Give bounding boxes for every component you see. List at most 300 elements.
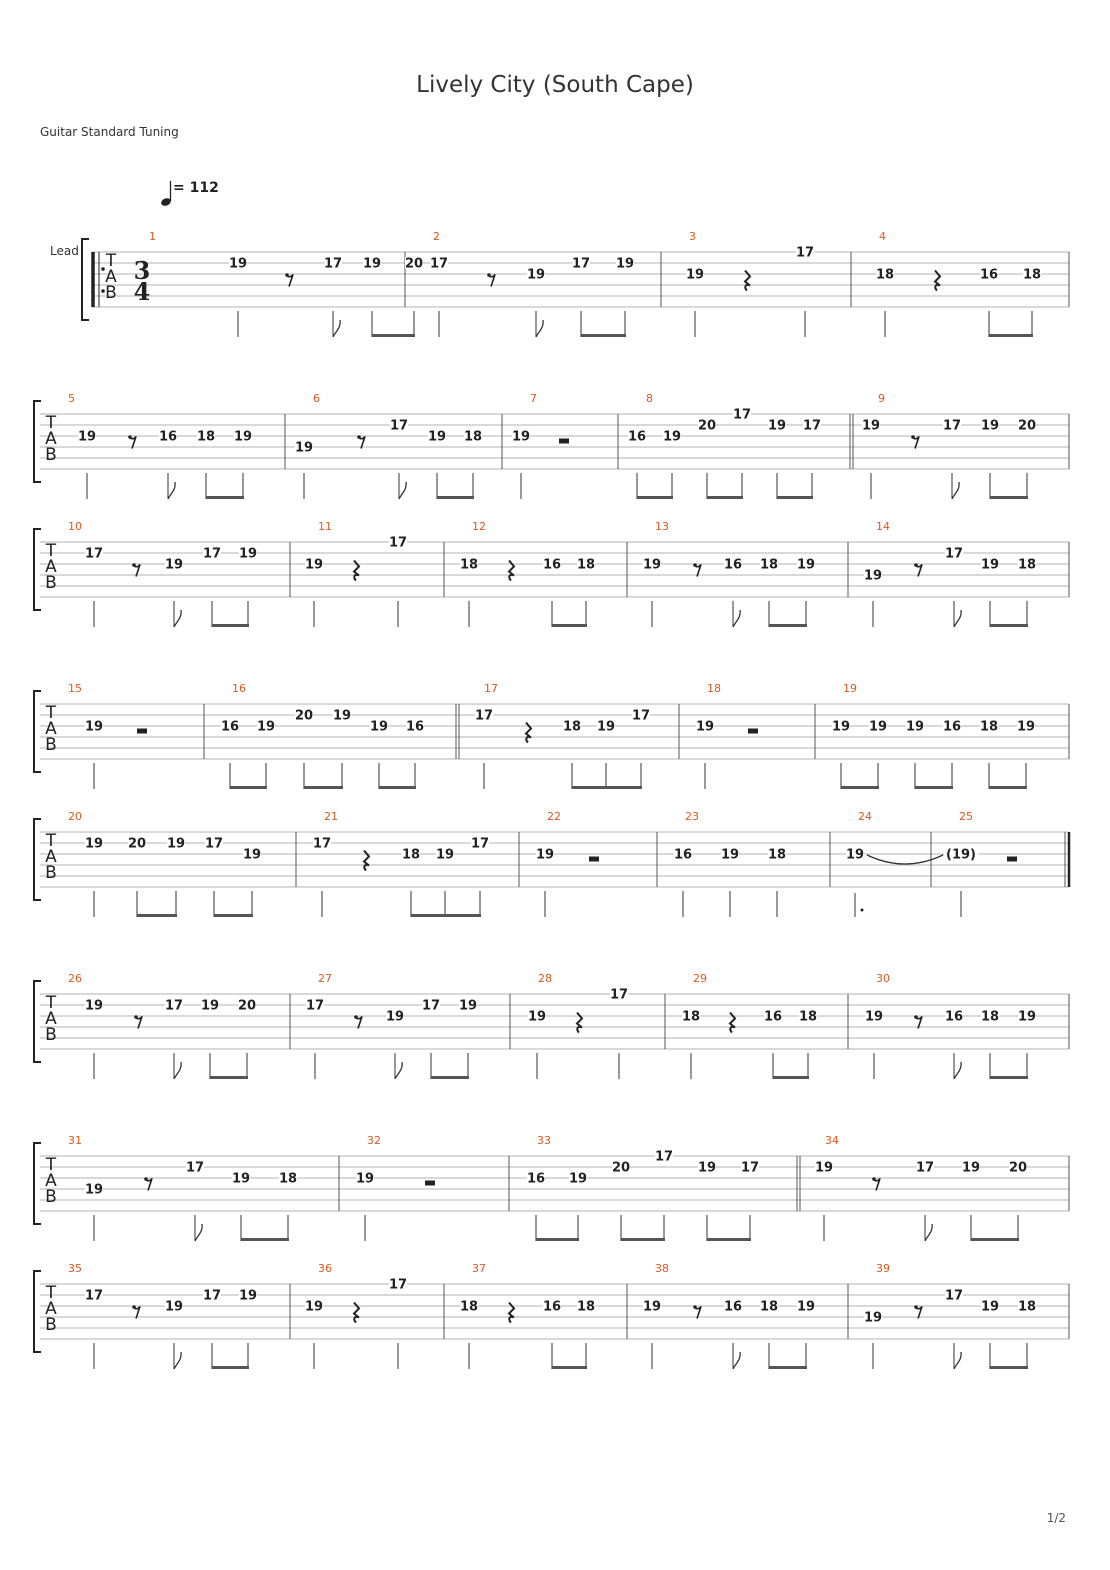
fret-number: 17 <box>84 546 104 562</box>
page-number: 1/2 <box>1046 1511 1066 1525</box>
measure <box>862 392 1069 499</box>
fret-number: 17 <box>84 1288 104 1304</box>
tab-letter: B <box>105 283 117 303</box>
beam <box>241 1238 289 1241</box>
half-rest <box>137 729 147 734</box>
rest-dot <box>354 1015 358 1019</box>
fret-number: 17 <box>740 1160 760 1176</box>
repeat-dot <box>101 267 105 271</box>
measure-number: 33 <box>537 1134 551 1147</box>
eighth-flag <box>333 320 340 337</box>
tab-letter: A <box>105 267 117 287</box>
fret-number: 16 <box>723 557 743 573</box>
rest-dot <box>357 435 361 439</box>
beam <box>581 334 626 337</box>
tab-letter: B <box>45 735 57 755</box>
fret-number: 18 <box>875 267 895 283</box>
fret-number: 17 <box>185 1160 205 1176</box>
beam <box>637 496 673 499</box>
system-bracket <box>34 401 41 482</box>
measure <box>305 520 444 627</box>
dot <box>861 909 864 912</box>
measure <box>815 1134 1069 1241</box>
rest-dot <box>914 1305 918 1309</box>
eighth-flag <box>954 1352 961 1369</box>
fret-number: 16 <box>944 1009 964 1025</box>
beam <box>990 624 1028 627</box>
tab-letter: T <box>105 251 117 271</box>
measure-number: 9 <box>878 392 885 405</box>
fret-number: 16 <box>979 267 999 283</box>
fret-number: 19 <box>831 719 851 735</box>
fret-number: 18 <box>459 557 479 573</box>
measure-number: 32 <box>367 1134 381 1147</box>
fret-number: 19 <box>980 557 1000 573</box>
measure <box>832 682 1069 789</box>
fret-number: 19 <box>695 719 715 735</box>
fret-number: 19 <box>84 719 104 735</box>
measure-number: 6 <box>313 392 320 405</box>
measure-number: 11 <box>318 520 332 533</box>
beam <box>304 786 343 789</box>
half-rest <box>1007 857 1017 862</box>
eighth-flag <box>174 1062 181 1079</box>
fret-number: 19 <box>355 1171 375 1187</box>
tab-letter: T <box>45 1155 57 1175</box>
beam <box>773 1076 809 1079</box>
tab-letter: T <box>45 413 57 433</box>
fret-number: 19 <box>164 1299 184 1315</box>
system-bracket <box>34 1143 41 1224</box>
fret-number: 17 <box>474 708 494 724</box>
fret-number: 19 <box>1016 719 1036 735</box>
fret-number: 18 <box>463 429 483 445</box>
staff-system <box>34 392 1069 499</box>
fret-number: 19 <box>435 847 455 863</box>
system-bracket <box>34 819 41 900</box>
fret-number: 19 <box>535 847 555 863</box>
measure <box>306 972 510 1079</box>
beam <box>372 334 415 337</box>
measure <box>536 810 657 917</box>
measure <box>864 520 1069 627</box>
fret-number: 19 <box>256 719 276 735</box>
fret-number: 19 <box>427 429 447 445</box>
fret-number: 19 <box>863 1310 883 1326</box>
tempo-value: = 112 <box>173 180 219 196</box>
fret-number: 19 <box>662 429 682 445</box>
system-bracket <box>82 239 89 320</box>
fret-number: 18 <box>681 1009 701 1025</box>
measure-number: 18 <box>707 682 721 695</box>
measure-number: 20 <box>68 810 82 823</box>
fret-number: 19 <box>228 256 248 272</box>
fret-number: 19 <box>458 998 478 1014</box>
beam <box>989 334 1033 337</box>
fret-number: 19 <box>568 1171 588 1187</box>
staff-system <box>34 682 1069 789</box>
measure-number: 26 <box>68 972 82 985</box>
fret-number: 18 <box>196 429 216 445</box>
fret-number: 19 <box>980 418 1000 434</box>
tab-letter: A <box>45 1009 57 1029</box>
beam <box>769 624 807 627</box>
fret-number: 19 <box>511 429 531 445</box>
beam <box>212 1366 249 1369</box>
eighth-flag <box>536 320 543 337</box>
staff-system <box>50 230 1069 337</box>
fret-number: 20 <box>127 836 147 852</box>
fret-number: 17 <box>204 836 224 852</box>
measure-number: 17 <box>484 682 498 695</box>
measure-number: 27 <box>318 972 332 985</box>
quarter-rest <box>577 1013 582 1033</box>
tab-letter: B <box>45 1187 57 1207</box>
fret-number: 17 <box>202 1288 222 1304</box>
measure <box>643 1262 848 1369</box>
beam <box>990 1366 1028 1369</box>
fret-number: 17 <box>732 407 752 423</box>
measure-number: 14 <box>876 520 890 533</box>
measure <box>528 972 665 1079</box>
fret-number: 19 <box>527 1009 547 1025</box>
measure-number: 30 <box>876 972 890 985</box>
tab-letter: A <box>45 719 57 739</box>
tab-letter: B <box>45 1025 57 1045</box>
measure <box>68 1262 290 1369</box>
fret-number: 18 <box>278 1171 298 1187</box>
measure-number: 31 <box>68 1134 82 1147</box>
fret-number: 19 <box>814 1160 834 1176</box>
fret-number: 19 <box>980 1299 1000 1315</box>
fret-number: 19 <box>796 557 816 573</box>
fret-number: 19 <box>164 557 184 573</box>
tab-letter: T <box>45 1283 57 1303</box>
fret-number: 18 <box>1022 267 1042 283</box>
rest-dot <box>144 1177 148 1181</box>
beam <box>572 786 642 789</box>
staff-system <box>34 972 1069 1079</box>
half-rest <box>559 439 569 444</box>
fret-number: 16 <box>673 847 693 863</box>
fret-number: 19 <box>642 557 662 573</box>
rest-dot <box>128 435 132 439</box>
fret-number: 19 <box>77 429 97 445</box>
eighth-flag <box>168 482 175 499</box>
fret-number: 17 <box>388 1277 408 1293</box>
fret-number: 20 <box>697 418 717 434</box>
tie <box>867 855 943 864</box>
fret-number: 19 <box>332 708 352 724</box>
measure-number: 38 <box>655 1262 669 1275</box>
measure <box>460 520 627 627</box>
fret-number: 19 <box>294 440 314 456</box>
beam <box>777 496 813 499</box>
eighth-flag <box>954 610 961 627</box>
fret-number: 17 <box>654 1149 674 1165</box>
quarter-rest <box>354 561 359 581</box>
rest-dot <box>487 273 491 277</box>
fret-number: 16 <box>542 1299 562 1315</box>
fret-number: 19 <box>385 1009 405 1025</box>
tuning-label: Guitar Standard Tuning <box>40 125 179 139</box>
fret-number: 19 <box>685 267 705 283</box>
fret-number: 19 <box>596 719 616 735</box>
measure-number: 34 <box>825 1134 839 1147</box>
system-bracket <box>34 981 41 1062</box>
fret-number: 17 <box>202 546 222 562</box>
beam <box>990 496 1028 499</box>
measure <box>527 1134 800 1241</box>
fret-number: 16 <box>526 1171 546 1187</box>
beam <box>210 1076 248 1079</box>
tab-letter: B <box>45 445 57 465</box>
tab-letter: A <box>45 429 57 449</box>
eighth-flag <box>954 1062 961 1079</box>
measure-number: 21 <box>324 810 338 823</box>
fret-number: 17 <box>164 998 184 1014</box>
staff-system <box>34 1262 1069 1369</box>
tab-letter: B <box>45 573 57 593</box>
fret-number: 19 <box>238 1288 258 1304</box>
fret-number: 17 <box>944 1288 964 1304</box>
measure <box>68 392 285 499</box>
fret-number: 17 <box>323 256 343 272</box>
fret-number: 17 <box>609 987 629 1003</box>
fret-number: 19 <box>242 847 262 863</box>
measure-number: 7 <box>530 392 537 405</box>
tab-letter: A <box>45 1171 57 1191</box>
beam <box>230 786 267 789</box>
measure <box>305 1262 444 1369</box>
beam <box>707 1238 751 1241</box>
fret-number: 18 <box>1017 1299 1037 1315</box>
fret-number: 20 <box>1017 418 1037 434</box>
staff-system <box>34 520 1069 627</box>
fret-number: 19 <box>84 998 104 1014</box>
system-bracket <box>34 1271 41 1352</box>
measure-number: 22 <box>547 810 561 823</box>
measure <box>696 682 815 789</box>
measure-number: 3 <box>689 230 696 243</box>
measure-number: 1 <box>149 230 156 243</box>
measure-number: 39 <box>876 1262 890 1275</box>
eighth-flag <box>174 1352 181 1369</box>
rest-dot <box>872 1177 876 1181</box>
measure <box>149 230 423 337</box>
tab-letter: B <box>45 863 57 883</box>
measure <box>846 810 943 917</box>
staff-system <box>34 810 1069 917</box>
beam <box>411 914 481 917</box>
fret-number: 19 <box>166 836 186 852</box>
measure <box>68 682 204 789</box>
measure <box>430 230 661 337</box>
fret-number: 19 <box>642 1299 662 1315</box>
measure <box>865 972 1069 1079</box>
measure <box>475 682 679 789</box>
measure-number: 15 <box>68 682 82 695</box>
system-bracket <box>34 691 41 772</box>
fret-number: 16 <box>158 429 178 445</box>
beam <box>379 786 416 789</box>
fret-number: 19 <box>961 1160 981 1176</box>
staff-system <box>34 1134 1069 1241</box>
rest-dot <box>914 1015 918 1019</box>
quarter-rest <box>526 723 531 743</box>
fret-number: 19 <box>868 719 888 735</box>
fret-number: 18 <box>576 557 596 573</box>
tab-letter: A <box>45 1299 57 1319</box>
time-signature-bottom: 4 <box>133 277 151 306</box>
quarter-rest <box>509 561 514 581</box>
fret-number: 16 <box>405 719 425 735</box>
beam <box>214 914 253 917</box>
fret-number: 17 <box>915 1160 935 1176</box>
fret-number: 17 <box>571 256 591 272</box>
rest-dot <box>132 1305 136 1309</box>
beam <box>621 1238 665 1241</box>
fret-number: 20 <box>1008 1160 1028 1176</box>
fret-number: 19 <box>238 546 258 562</box>
fret-number: 19 <box>615 256 635 272</box>
beam <box>552 1366 587 1369</box>
fret-number: 19 <box>200 998 220 1014</box>
fret-number: 17 <box>429 256 449 272</box>
tab-letter: T <box>45 703 57 723</box>
measure <box>68 810 296 917</box>
rest-dot <box>911 435 915 439</box>
fret-number: 17 <box>389 418 409 434</box>
rest-dot <box>285 273 289 277</box>
fret-number: 19 <box>362 256 382 272</box>
fret-number: 16 <box>723 1299 743 1315</box>
quarter-rest <box>745 271 750 291</box>
fret-number: 17 <box>802 418 822 434</box>
fret-number: 17 <box>944 546 964 562</box>
quarter-rest <box>935 271 940 291</box>
fret-number: 19 <box>84 836 104 852</box>
measure <box>356 1134 509 1241</box>
beam <box>841 786 879 789</box>
eighth-flag <box>399 482 406 499</box>
measure <box>68 972 290 1079</box>
beam <box>971 1238 1019 1241</box>
measure-number: 8 <box>646 392 653 405</box>
eighth-flag <box>195 1224 202 1241</box>
repeat-dot <box>101 289 105 293</box>
fret-number: 19 <box>84 1182 104 1198</box>
measure <box>944 810 1069 917</box>
fret-number: 19 <box>864 1009 884 1025</box>
beam <box>536 1238 579 1241</box>
fret-number: 19 <box>526 267 546 283</box>
fret-number: 20 <box>294 708 314 724</box>
beam <box>137 914 177 917</box>
measure-number: 19 <box>843 682 857 695</box>
measure <box>674 810 830 917</box>
measure-number: 29 <box>693 972 707 985</box>
measure-number: 23 <box>685 810 699 823</box>
eighth-flag <box>952 482 959 499</box>
fret-number: 17 <box>470 836 490 852</box>
tab-letter: T <box>45 993 57 1013</box>
time-signature-top: 3 <box>133 256 151 285</box>
beam <box>431 1076 469 1079</box>
fret-number: 18 <box>759 1299 779 1315</box>
beam <box>707 496 743 499</box>
fret-number: 18 <box>759 557 779 573</box>
rest-dot <box>693 1305 697 1309</box>
measure <box>68 520 290 627</box>
rest-dot <box>134 1015 138 1019</box>
fret-number: 19 <box>905 719 925 735</box>
fret-number: 18 <box>767 847 787 863</box>
beam <box>552 624 587 627</box>
measure <box>628 392 853 499</box>
fret-number: 16 <box>763 1009 783 1025</box>
fret-number: 20 <box>611 1160 631 1176</box>
measure-number: 2 <box>433 230 440 243</box>
fret-number: (19) <box>946 847 976 863</box>
measure-number: 28 <box>538 972 552 985</box>
beam <box>989 786 1027 789</box>
fret-number: 17 <box>388 535 408 551</box>
fret-number: 19 <box>863 568 883 584</box>
fret-number: 19 <box>233 429 253 445</box>
beam <box>990 1076 1028 1079</box>
song-title: Lively City (South Cape) <box>416 72 694 98</box>
fret-number: 18 <box>576 1299 596 1315</box>
measure <box>512 392 618 499</box>
tab-letter: A <box>45 557 57 577</box>
fret-number: 19 <box>796 1299 816 1315</box>
beam <box>212 624 249 627</box>
fret-number: 16 <box>627 429 647 445</box>
measure-number: 10 <box>68 520 82 533</box>
fret-number: 17 <box>421 998 441 1014</box>
fret-number: 19 <box>861 418 881 434</box>
fret-number: 18 <box>401 847 421 863</box>
measure <box>686 230 851 337</box>
measure-number: 13 <box>655 520 669 533</box>
rest-dot <box>693 563 697 567</box>
beam <box>769 1366 807 1369</box>
tab-letter: A <box>45 847 57 867</box>
fret-number: 18 <box>979 719 999 735</box>
measure <box>876 230 1069 337</box>
half-rest <box>425 1181 435 1186</box>
fret-number: 19 <box>697 1160 717 1176</box>
fret-number: 19 <box>720 847 740 863</box>
fret-number: 18 <box>980 1009 1000 1025</box>
beam <box>915 786 953 789</box>
measure <box>221 682 459 789</box>
measure <box>68 1134 339 1241</box>
measure-number: 12 <box>472 520 486 533</box>
quarter-rest <box>730 1013 735 1033</box>
fret-number: 18 <box>798 1009 818 1025</box>
measure-number: 5 <box>68 392 75 405</box>
half-rest <box>748 729 758 734</box>
measure-number: 35 <box>68 1262 82 1275</box>
measure <box>460 1262 627 1369</box>
measure <box>682 972 848 1079</box>
eighth-flag <box>733 610 740 627</box>
measure <box>864 1262 1069 1369</box>
quarter-rest <box>509 1303 514 1323</box>
quarter-rest <box>364 851 369 871</box>
